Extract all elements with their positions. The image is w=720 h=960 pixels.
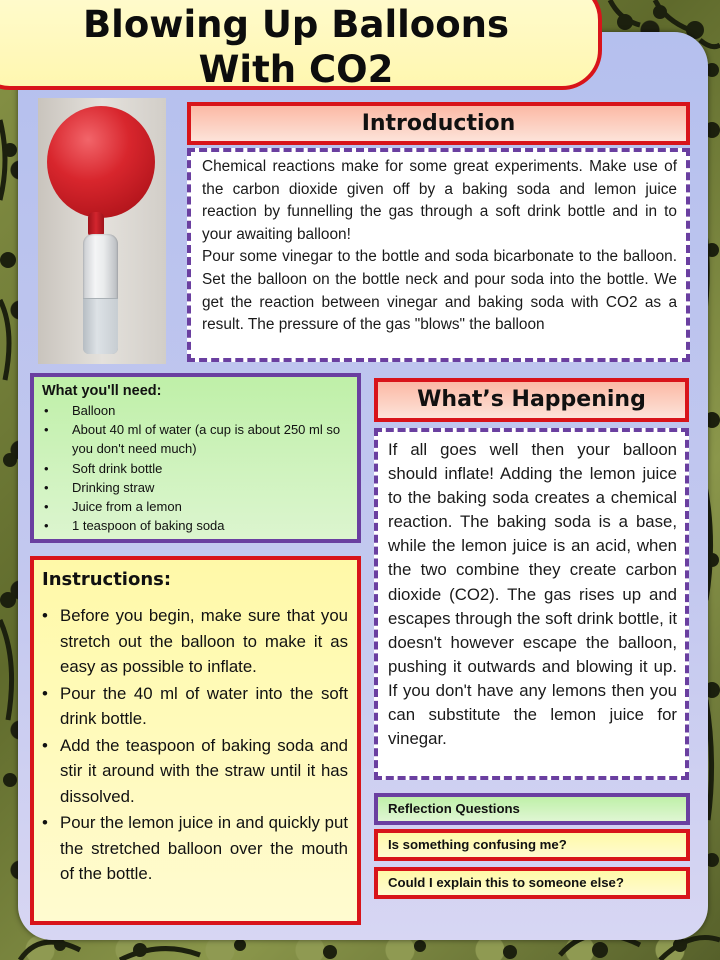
bottle-icon	[83, 234, 118, 354]
materials-heading: What you'll need:	[42, 383, 162, 399]
balloon-icon	[47, 106, 155, 218]
list-item: • 1 teaspoon of baking soda	[42, 516, 349, 535]
introduction-paragraph: Pour some vinegar to the bottle and soda bicarbonate to the balloon. Set the balloon on the bottle neck and pour soda into the bottle. We get the reaction between vinegar and baking soda with CO2 as a result. The pressure of the gas "blows" the balloon	[202, 248, 677, 334]
balloon-neck	[88, 212, 104, 236]
list-item: • Before you begin, make sure that you stretch out the balloon to make it as easy as possible to inflate.	[42, 603, 348, 680]
introduction-heading: Introduction	[187, 102, 690, 145]
list-item: • Pour the lemon juice in and quickly put the stretched balloon over the mouth of the bottle.	[42, 810, 348, 887]
introduction-paragraph: Chemical reactions make for some great experiments. Make use of the carbon dioxide given off by a baking soda and lemon juice reaction by funnelling the gas through a soft drink bottle and in to your awaiting balloon!	[202, 158, 677, 243]
list-item: • Add the teaspoon of baking soda and stir it around with the straw until it has dissolved.	[42, 733, 348, 810]
page-title: Blowing Up Balloons With CO2	[0, 0, 602, 90]
list-item: • About 40 ml of water (a cup is about 250 ml so you don't need much)	[42, 420, 349, 458]
materials-box	[30, 373, 361, 543]
instructions-list	[42, 603, 348, 887]
introduction-body	[187, 148, 690, 362]
list-item: • Pour the 40 ml of water into the soft drink bottle.	[42, 681, 348, 732]
bottle-water	[83, 298, 118, 354]
reflection-question: Could I explain this to someone else?	[374, 867, 690, 899]
instructions-box	[30, 556, 361, 925]
list-item: • Balloon	[42, 401, 349, 420]
list-item: • Soft drink bottle	[42, 459, 349, 478]
instructions-heading: Instructions:	[42, 569, 172, 590]
reflection-question: Is something confusing me?	[374, 829, 690, 861]
whats-happening-body: If all goes well then your balloon should inflate! Adding the lemon juice to the baking soda creates a chemical reaction. The baking soda is a base, while the lemon juice is an acid, when the two combine they create carbon dioxide (CO2). The gas rises up and escapes through the soft drink bottle, it doesn't however escape the balloon, pushing it outwards and blowing it up. If you don't have any lemons then you can substitute the lemon juice for vinegar.	[374, 428, 689, 780]
list-item: • Juice from a lemon	[42, 497, 349, 516]
balloon-photo	[38, 98, 166, 364]
whats-happening-heading: What’s Happening	[374, 378, 689, 422]
reflection-heading: Reflection Questions	[374, 793, 690, 825]
materials-list	[42, 401, 349, 535]
list-item: • Drinking straw	[42, 478, 349, 497]
